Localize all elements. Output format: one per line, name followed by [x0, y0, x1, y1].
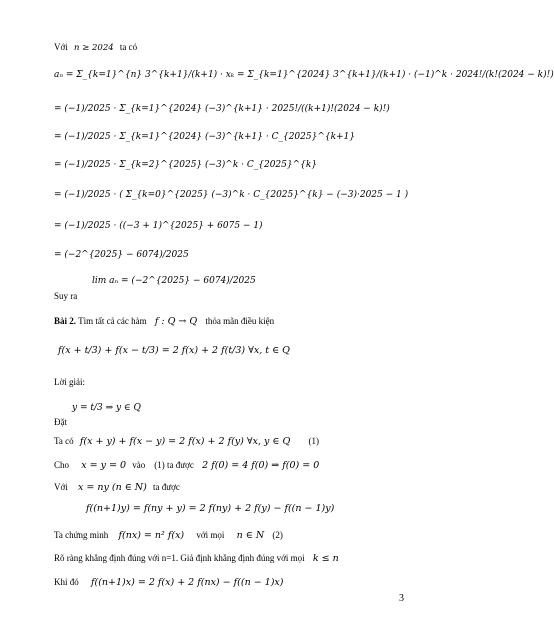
step-1 — [54, 436, 319, 447]
step-3 — [54, 482, 180, 493]
derivation-line-7: = (−2^{2025} − 6074)/2025 — [54, 250, 189, 260]
step1-formula: f(x + y) + f(x − y) = 2 f(x) + 2 f(y) ∀x, y ∈ Q — [79, 436, 291, 447]
step3-result: f((n+1)y) = f(ny + y) = 2 f(ny) + 2 f(y) − f((n − 1)y) — [86, 503, 335, 514]
step4-prefix: Ta chứng minh — [54, 530, 109, 540]
step-2 — [54, 460, 319, 471]
conclusion-formula: lim aₙ = (−2^{2025} − 6074)/2025 — [92, 276, 256, 286]
step-4 — [54, 530, 283, 541]
step3-suffix: ta được — [153, 482, 180, 492]
step6-prefix: Khi đó — [54, 577, 79, 587]
problem-statement — [54, 316, 274, 327]
step-5 — [54, 553, 339, 564]
intro-condition: n ≥ 2024 — [74, 43, 114, 53]
page-number: 3 — [399, 593, 404, 604]
step4-formula: f(nx) = n² f(x) — [118, 530, 185, 541]
problem-text-after: thỏa mãn điều kiện — [205, 316, 275, 326]
derivation-line-5: = (−1)/2025 · ( Σ_{k=0}^{2025} (−3)^k · C_{2025}^{k} − (−3)·2025 − 1 ) — [54, 190, 409, 200]
substitution-formula: y = t/3 ⇒ y ∈ Q — [72, 403, 141, 413]
intro-suffix: ta có — [119, 42, 138, 52]
problem-title: Bài 2. — [54, 316, 77, 326]
set-label: Đặt — [54, 417, 67, 427]
step2-prefix: Cho — [54, 460, 70, 470]
problem-text-before: Tìm tất cả các hàm — [78, 316, 147, 326]
derivation-line-3: = (−1)/2025 · Σ_{k=1}^{2024} (−3)^{k+1} · C_{2025}^{k+1} — [54, 132, 356, 142]
intro-prefix: Với — [54, 42, 68, 52]
step2-result: 2 f(0) = 4 f(0) ⇒ f(0) = 0 — [202, 460, 320, 471]
derivation-line-4: = (−1)/2025 · Σ_{k=2}^{2025} (−3)^k · C_{2025}^{k} — [54, 160, 318, 170]
step-6 — [54, 577, 284, 588]
solution-heading: Lời giải: — [54, 377, 86, 387]
derivation-line-1: aₙ = Σ_{k=1}^{n} 3^{k+1}/(k+1) · xₖ = Σ_{k=1}^{2024} 3^{k+1}/(k+1) · (−1)^k · 2024!/(k!(2024 − k)!) — [54, 70, 554, 80]
step2-middle: vào (1) ta được — [132, 460, 194, 470]
step2-formula: x = y = 0 — [81, 460, 127, 471]
derivation-line-2: = (−1)/2025 · Σ_{k=1}^{2024} (−3)^{k+1} · 2025!/((k+1)!(2024 − k)!) — [54, 104, 390, 114]
derivation-line-6: = (−1)/2025 · ((−3 + 1)^{2025} + 6075 − 1) — [54, 221, 263, 231]
conclusion-label: Suy ra — [54, 291, 78, 301]
step4-tag: (2) — [272, 530, 283, 540]
problem-equation: f(x + t/3) + f(x − t/3) = 2 f(x) + 2 f(t/3) ∀x, t ∈ Q — [58, 345, 290, 356]
step6-formula: f((n+1)x) = 2 f(x) + 2 f(nx) − f((n − 1)x) — [91, 577, 284, 588]
intro-line — [54, 42, 137, 53]
problem-function: f : Q → Q — [154, 316, 198, 327]
step4-middle: với mọi — [196, 530, 225, 540]
step1-prefix: Ta có — [54, 436, 74, 446]
step5-cond: k ≤ n — [312, 553, 339, 564]
step1-tag: (1) — [308, 436, 320, 446]
step3-prefix: Với — [54, 482, 68, 492]
step3-formula: x = ny (n ∈ N) — [78, 482, 147, 493]
step4-cond: n ∈ N — [236, 530, 265, 541]
step5-text: Rõ ràng khẳng định đúng với n=1. Giả định khẳng định đúng với mọi — [54, 553, 305, 563]
